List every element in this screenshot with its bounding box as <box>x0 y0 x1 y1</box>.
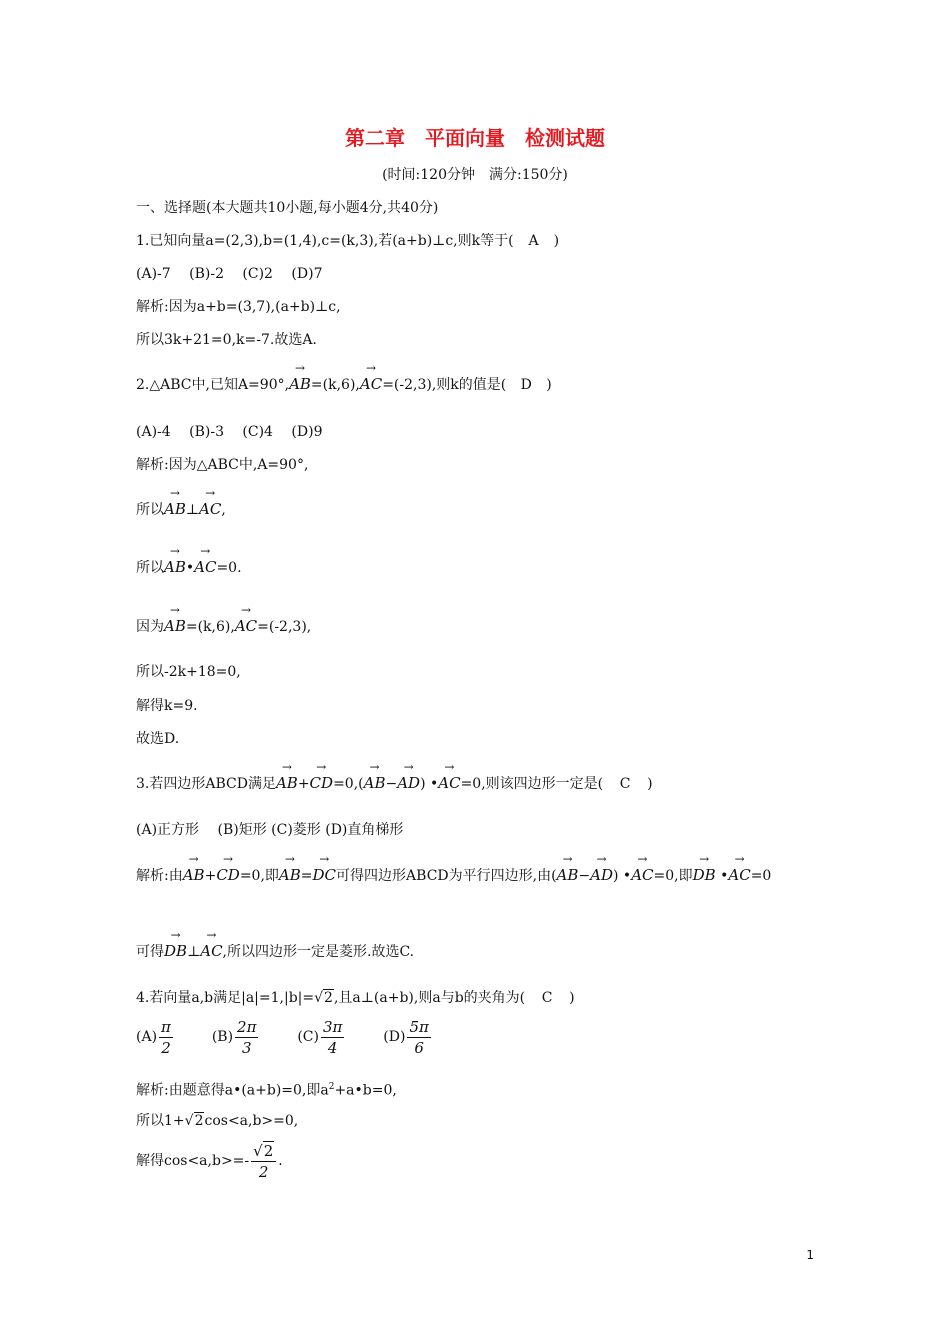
vector-ab: → AB <box>364 773 386 793</box>
q2-solution-4: 因为→ AB=(k,6),→ AC=(-2,3), <box>136 616 311 637</box>
vector-ab: → AB <box>557 865 579 885</box>
q2-stem: 2.△ABC中,已知A=90°,→ AB=(k,6),→ AC=(-2,3),则k的值是( D ) <box>136 374 552 395</box>
q1-stem: 1.已知向量a=(2,3),b=(1,4),c=(k,3),若(a+b)⊥c,则k等于( A ) <box>136 233 560 249</box>
q2-solution-7: 故选D. <box>136 731 180 747</box>
vector-ac: → AC <box>200 941 222 961</box>
vector-cd: → CD <box>310 773 334 793</box>
q2-solution-6: 解得k=9. <box>136 698 198 714</box>
q3-stem: 3.若四边形ABCD满足→ AB+→ CD=0,(→ AB−→ AD) •→ AC=0,则该四边形一定是( C ) <box>136 773 653 794</box>
fraction-d: $\frac{5\pi}{6}$ <box>409 1017 429 1057</box>
vector-dc: → DC <box>313 865 337 885</box>
fraction-a: $\frac{\pi}{2}$ <box>161 1017 171 1057</box>
fraction-c: $\frac{3\pi}{4}$ <box>322 1017 343 1057</box>
q3-solution-2: 可得→ DB⊥→ AC,所以四边形一定是菱形.故选C. <box>136 941 414 962</box>
vector-cd: → CD <box>216 865 240 885</box>
vector-ac: → AC <box>235 616 257 636</box>
vector-ab: → AB <box>164 616 186 636</box>
q4-options: (A) $\frac{\pi}{2}$ (B) $\frac{2\pi}{3}$ (C) $\frac{3\pi}{4}$ (D) $\frac{5\pi}{6}$ <box>136 1017 429 1057</box>
sqrt-2: √2 <box>314 990 333 1006</box>
vector-ac: → AC <box>199 499 221 519</box>
page-title: 第二章 平面向量 检测试题 <box>345 126 605 150</box>
vector-ac: → AC <box>631 865 653 885</box>
page-number: 1 <box>806 1248 814 1262</box>
vector-db: → DB <box>164 941 187 961</box>
q1-options: (A)-7 (B)-2 (C)2 (D)7 <box>136 266 323 282</box>
q2-solution-2: 所以→ AB⊥→ AC, <box>136 499 226 520</box>
vector-ad: → AD <box>397 773 420 793</box>
vector-ad: → AD <box>590 865 613 885</box>
q2-solution-3: 所以→ AB•→ AC=0. <box>136 557 242 578</box>
section-heading: 一、选择题(本大题共10小题,每小题4分,共40分) <box>136 200 439 216</box>
q4-stem: 4.若向量a,b满足|a|=1,|b|=√2,且a⊥(a+b),则a与b的夹角为( C ) <box>136 990 575 1006</box>
q2-solution-5: 所以-2k+18=0, <box>136 664 241 680</box>
vector-ac: → AC <box>728 865 750 885</box>
q2-answer: D <box>520 377 532 393</box>
q4-solution-1: 解析:由题意得a•(a+b)=0,即$a^2+a•b=0$, <box>136 1082 397 1099</box>
vector-ab: → AB <box>289 374 311 394</box>
q1-solution-1: 解析:因为a+b=(3,7),(a+b)⊥c, <box>136 299 341 315</box>
exam-info: (时间:120分钟 满分:150分) <box>382 167 568 183</box>
q1-answer: A <box>528 233 539 249</box>
q3-solution-1: 解析:由→ AB+→ CD=0,即→ AB=→ DC可得四边形ABCD为平行四边形,由(→ AB−→ AD) •→ AC=0,即→ DB •→ AC=0 <box>136 865 771 886</box>
q3-answer: C <box>619 776 631 792</box>
vector-ab: → AB <box>183 865 205 885</box>
q4-solution-3: 解得cos<a,b>=- $\frac{√2}{2}$ . <box>136 1141 283 1181</box>
q2-options: (A)-4 (B)-3 (C)4 (D)9 <box>136 424 323 440</box>
vector-ac: → AC <box>194 557 216 577</box>
q3-options: (A)正方形 (B)矩形 (C)菱形 (D)直角梯形 <box>136 822 404 838</box>
fraction-sqrt2-over-2: $\frac{√2}{2}$ <box>251 1141 276 1182</box>
sqrt-2: √2 <box>184 1113 204 1129</box>
fraction-b: $\frac{2\pi}{3}$ <box>237 1017 257 1057</box>
vector-db: → DB <box>693 865 716 885</box>
q2-solution-1: 解析:因为△ABC中,A=90°, <box>136 457 309 473</box>
vector-ab: → AB <box>276 773 298 793</box>
q4-answer: C <box>541 990 553 1006</box>
q1-solution-2: 所以3k+21=0,k=-7.故选A. <box>136 332 317 348</box>
vector-ac: → AC <box>360 374 382 394</box>
q4-solution-2: 所以1+√2cos<a,b>=0, <box>136 1113 299 1129</box>
vector-ab: → AB <box>164 557 186 577</box>
vector-ac: → AC <box>438 773 460 793</box>
vector-ab: → AB <box>164 499 186 519</box>
vector-ab: → AB <box>279 865 301 885</box>
